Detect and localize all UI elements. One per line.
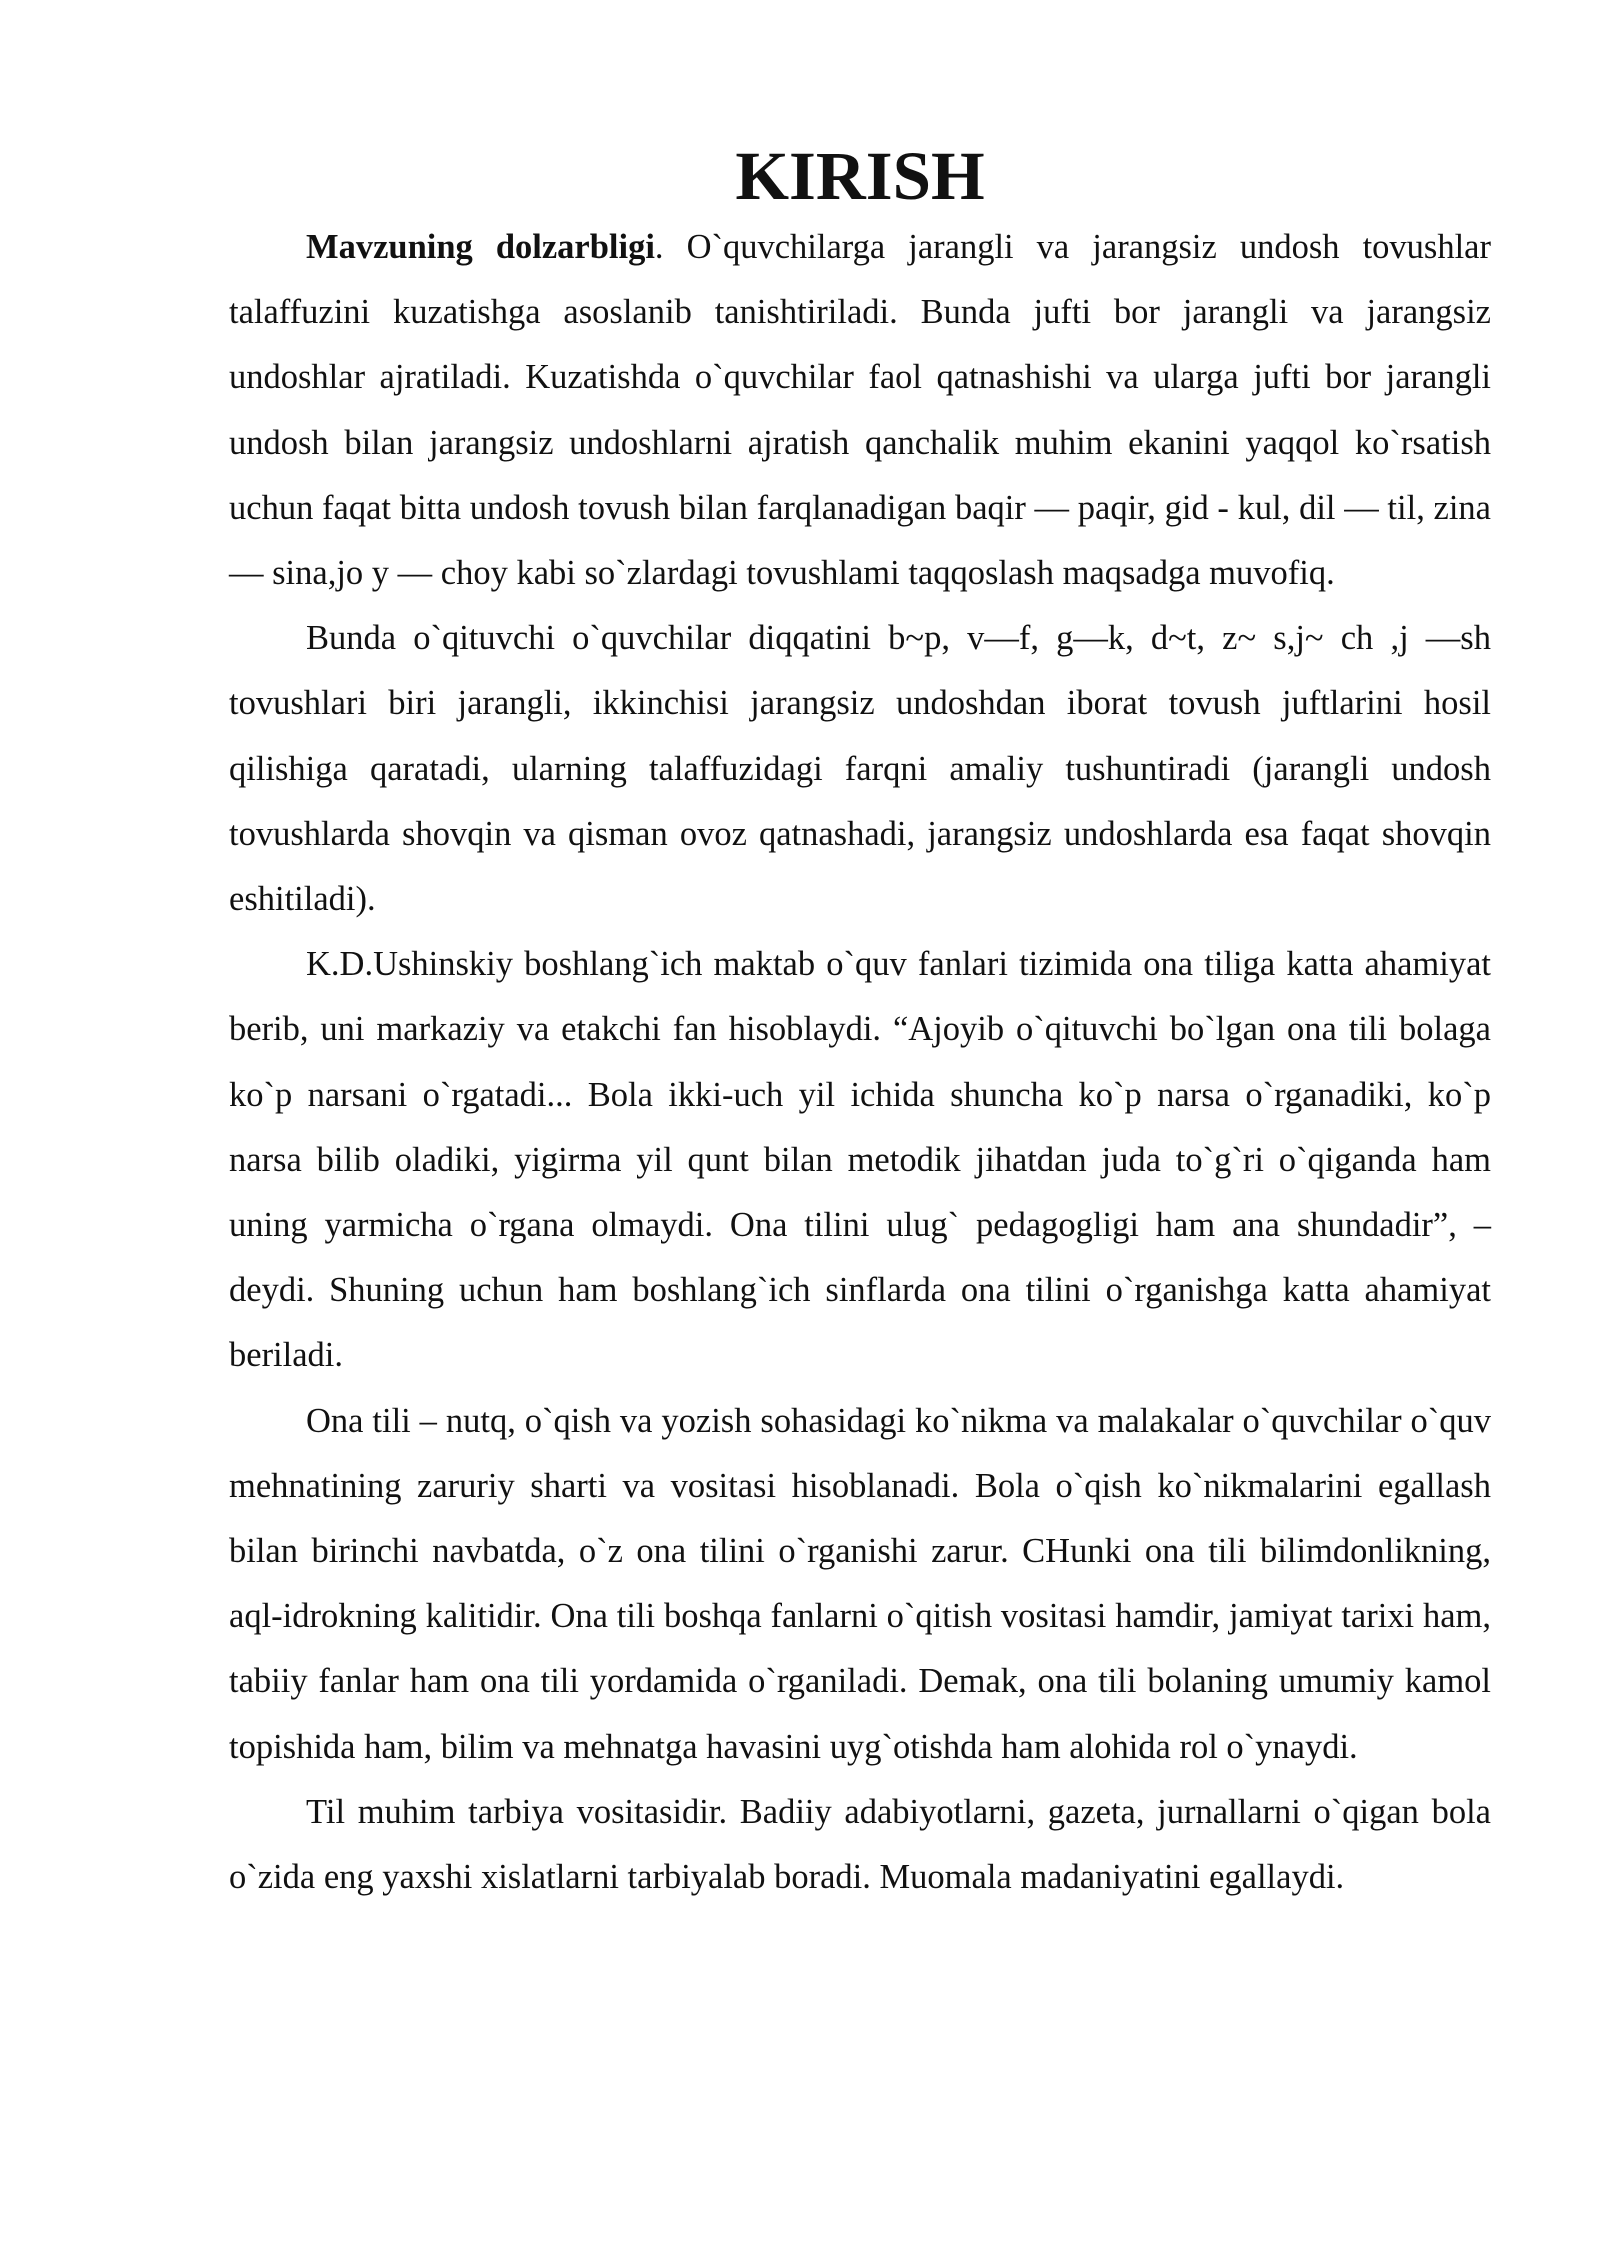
paragraph-ushinskiy [229,932,1491,1388]
paragraph-text: K.D.Ushinskiy boshlang`ich maktab o`quv fanlari tizimida ona tiliga katta ahamiyat berib, uni markaziy va etakchi fan hisoblaydi. “Ajoyib o`qituvchi bo`lgan ona tili bolaga ko`p narsani o`rgatadi... Bola ikki-uch yil ichida shuncha ko`p narsa o`rganadiki, ko`p narsa bilib oladiki, yigirma yil qunt bilan metodik jihatdan juda to`g`ri o`qiganda ham uning yarmicha o`rgana olmaydi. Ona tilini ulug` pedagogligi ham ana shundadir”, – deydi. Shuning uchun ham boshlang`ich sinflarda ona tilini o`rganishga katta ahamiyat beriladi. [229,945,1491,1375]
paragraph-text: Bunda o`qituvchi o`quvchilar diqqatini b~p, v—f, g—k, d~t, z~ s,j~ ch ,j —sh tovushlari biri jarangli, ikkinchisi jarangsiz undoshdan iborat tovush juftlarini hosil qilishiga qaratadi, ularning talaffuzidagi farqni amaliy tushuntiradi (jarangli undosh tovushlarda shovqin va qisman ovoz qatnashadi, jarangsiz undoshlarda esa faqat shovqin eshitiladi). [229,619,1491,919]
paragraph-upbringing [229,1780,1491,1910]
paragraph-text: Til muhim tarbiya vositasidir. Badiiy adabiyotlarni, gazeta, jurnallarni o`qigan bola o`zida eng yaxshi xislatlarni tarbiyalab boradi. Muomala madaniyatini egallaydi. [229,1792,1491,1897]
document-title: KIRISH [735,138,985,214]
paragraph-native-language [229,1389,1491,1780]
paragraph-text: Ona tili – nutq, o`qish va yozish sohasidagi ko`nikma va malakalar o`quvchilar o`quv mehnatining zaruriy sharti va vositasi hisoblanadi. Bola o`qish ko`nikmalarini egallash bilan birinchi navbatda, o`z ona tilini o`rganishi zarur. CHunki ona tili bilimdonlikning, aql-idrokning kalitidir. Ona tili boshqa fanlarni o`qitish vositasi hamdir, jamiyat tarixi ham, tabiiy fanlar ham ona tili yordamida o`rganiladi. Demak, ona tili bolaning umumiy kamol topishida ham, bilim va mehnatga havasini uyg`otishda ham alohida rol o`ynaydi. [229,1401,1491,1766]
paragraph-text: . O`quvchilarga jarangli va jarangsiz undosh tovushlar talaffuzini kuzatishga asoslanib tanishtiriladi. Bunda jufti bor jarangli va jarangsiz undoshlar ajratiladi. Kuzatishda o`quvchilar faol qatnashishi va ularga jufti bor jarangli undosh bilan jarangsiz undoshlarni ajratish qanchalik muhim ekanini yaqqol ko`rsatish uchun faqat bitta undosh tovush bilan farqlanadigan baqir — paqir, gid - kul, dil — til, zina — sina,jo y — choy kabi so`zlardagi tovushlami taqqoslash maqsadga muvofiq. [229,228,1491,593]
paragraph-consonant-pairs [229,606,1491,932]
document-page [229,138,1491,1910]
paragraph-lead: Mavzuning dolzarbligi [306,228,655,266]
paragraph-relevance [229,215,1491,606]
